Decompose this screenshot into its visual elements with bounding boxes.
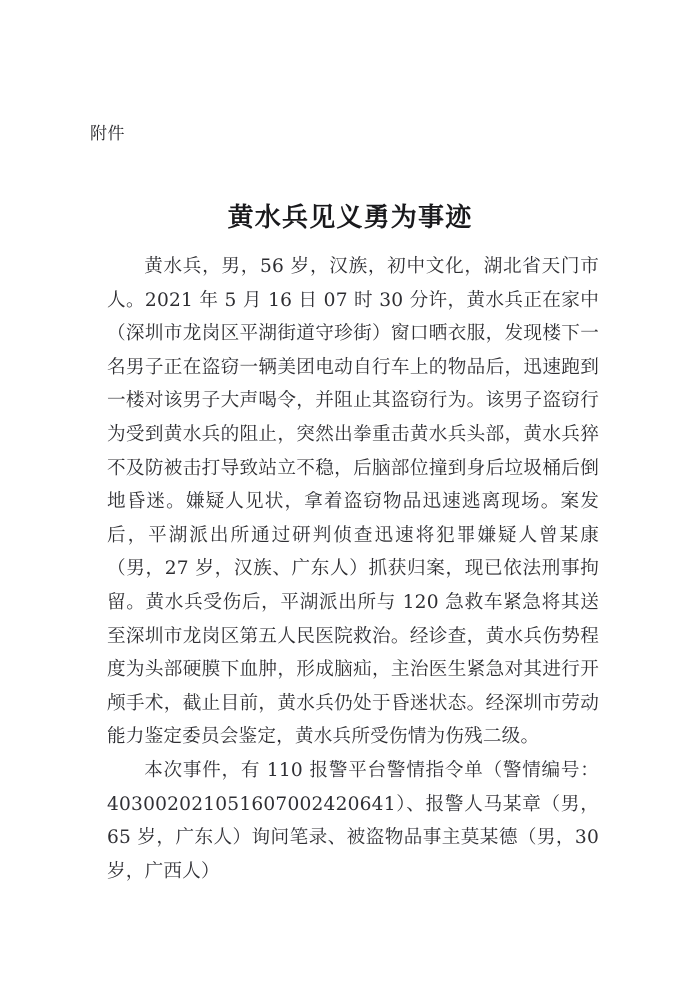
page-title: 黄水兵见义勇为事迹	[227, 203, 473, 234]
body-paragraph: 黄水兵，男，56 岁，汉族，初中文化，湖北省天门市人。2021 年 5 月 16 日 07 时 30 分许，黄水兵正在家中（深圳市龙岗区平湖街道守珍街）窗口晒衣服，发现楼下一名男子正在盗窃一辆美团电动自行车上的物品后，迅速跑到一楼对该男子大声喝令，并阻止其盗窃行为。该男子盗窃行为受到黄水兵的阻止，突然出拳重击黄水兵头部，黄水兵猝不及防被击打导致站立不稳，后脑部位撞到身后垃圾桶后倒地昏迷。嫌疑人见状，拿着盗窃物品迅速逃离现场。案发后，平湖派出所通过研判侦查迅速将犯罪嫌疑人曾某康（男，27 岁，汉族、广东人）抓获归案，现已依法刑事拘留。黄水兵受伤后，平湖派出所与 120 急救车紧急将其送至深圳市龙岗区第五人民医院救治。经诊查，黄水兵伤势程度为头部硬膜下血肿，形成脑疝，主治医生紧急对其进行开颅手术，截止目前，黄水兵仍处于昏迷状态。经深圳市劳动能力鉴定委员会鉴定，黄水兵所受伤情为伤残二级。	[107, 256, 599, 748]
document-body	[107, 250, 599, 888]
body-paragraph: 本次事件，有 110 报警平台警情指令单（警情编号：403002021051607002420641）、报警人马某章（男，65 岁，广东人）询问笔录、被盗物品事主莫某德（男，30 岁，广西人）	[107, 759, 599, 882]
attachment-label: 附件	[90, 124, 125, 144]
